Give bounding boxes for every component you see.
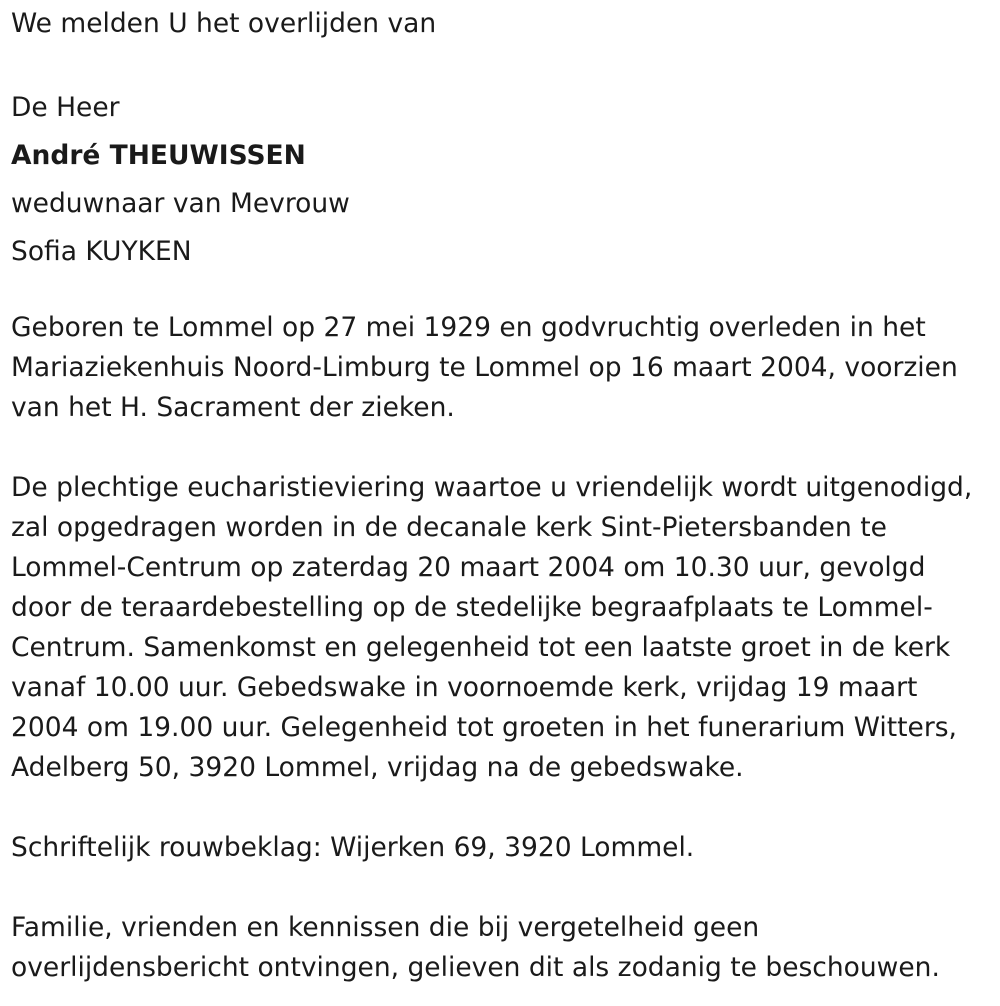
closing-paragraph: Familie, vrienden en kennissen die bij vergetelheid geen overlijdensbericht ontvingen, gelieven dit als zodanig te beschouwen. [11, 912, 940, 983]
spouse-name: Sofia KUYKEN [11, 236, 192, 267]
ceremony-paragraph: De plechtige eucharistieviering waartoe u vriendelijk wordt uitgenodigd, zal opgedragen worden in de decanale kerk Sint-Pietersbanden te Lommel-Centrum op zaterdag 20 maart 2004 om 10.30 uur, gevolgd door de teraardebestelling op de stedelijke begraafplaats te Lommel-Centrum. Samenkomst en gelegenheid tot een laatste groet in de kerk vanaf 10.00 uur. Gebedswake in voornoemde kerk, vrijdag 19 maart 2004 om 19.00 uur. Gelegenheid tot groeten in het funerarium Witters, Adelberg 50, 3920 Lommel, vrijdag na de gebedswake. [11, 472, 973, 783]
deceased-name: André THEUWISSEN [11, 140, 306, 171]
relation-line: weduwnaar van Mevrouw [11, 188, 350, 219]
honorific: De Heer [11, 92, 120, 123]
birth-death-paragraph: Geboren te Lommel op 27 mei 1929 en godvruchtig overleden in het Mariaziekenhuis Noord-Limburg te Lommel op 16 maart 2004, voorzien van het H. Sacrament der zieken. [11, 312, 958, 423]
condolences-address: Schriftelijk rouwbeklag: Wijerken 69, 3920 Lommel. [11, 832, 695, 863]
intro-line: We melden U het overlijden van [11, 8, 437, 39]
